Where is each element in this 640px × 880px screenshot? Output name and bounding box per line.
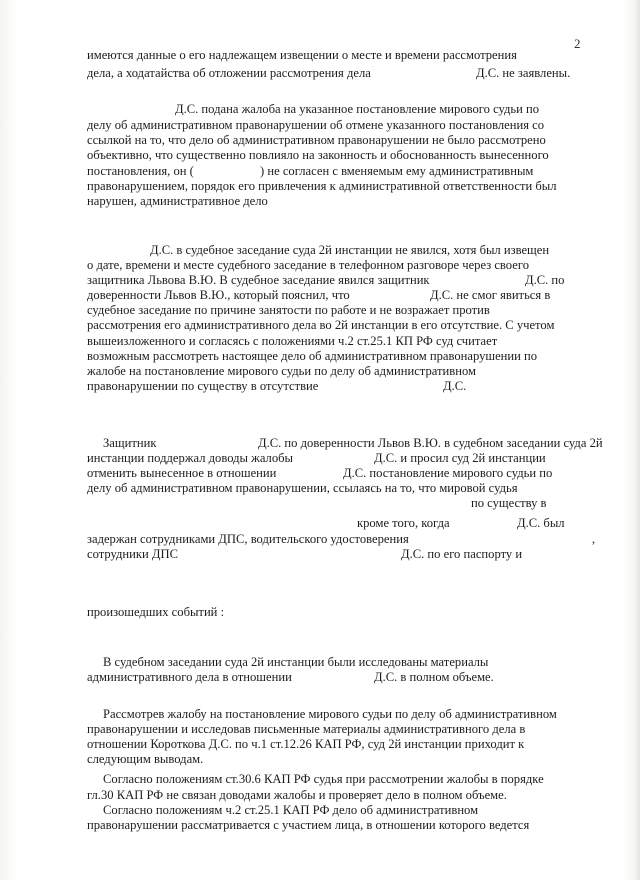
text-line: гл.30 КАП РФ не связан доводами жалобы и проверяет дело в полном объеме. [87,788,507,802]
text-line: жалобе на постановление мирового судьи по делу об административном [87,364,476,378]
text-line: кроме того, когда [357,516,450,530]
text-line: Д.С. и просил суд 2й инстанции [374,451,546,465]
text-line: делу об административном правонарушении, ссылаясь на то, что мировой судья [87,481,518,495]
text-line: делу об административном правонарушении об отмене указанного постановления со [87,118,545,132]
text-line: Д.С. не смог явиться в [430,288,551,302]
text-line: следующим выводам. [87,752,204,766]
text-line: Д.С. по доверенности Львов В.Ю. в судебном заседании суда 2й [258,436,603,450]
text-line: вышеизложенного и согласясь с положениями ч.2 ст.25.1 КП РФ суд считает [87,334,498,348]
text-line: о дате, времени и месте судебного заседание в телефонном разговоре через своего [87,258,529,272]
text-line: имеются данные о его надлежащем извещении о месте и времени рассмотрения [87,48,517,62]
text-line: по существу в [471,496,547,510]
text-line: правонарушении рассматривается с участием лица, в отношении которого ведется [87,818,530,832]
text-line: Д.С. подана жалоба на указанное постановление мирового судьи по [175,102,540,116]
text-line: постановления, он ( [87,164,194,178]
text-line: Рассмотрев жалобу на постановление мирового судьи по делу об административном [103,707,557,721]
text-line: защитника Львова В.Ю. В судебное заседание явился защитник [87,273,430,287]
text-line: правонарушении по существу в отсутствие [87,379,319,393]
text-line: административного дела в отношении [87,670,292,684]
text-line: отношении Короткова Д.С. по ч.1 ст.12.26 КАП РФ, суд 2й инстанции приходит к [87,737,525,751]
text-line: правонарушением, порядок его привлечения к административной ответственности был [87,179,557,193]
text-line: ) не согласен с вменяемым ему административным [260,164,534,178]
text-line: дела, а ходатайства об отложении рассмотрения дела [87,66,371,80]
text-line: рассмотрения его административного дела во 2й инстанции в его отсутствие. С учетом [87,318,555,332]
text-line: правонарушении и исследовав письменные материалы административного дела в [87,722,526,736]
text-line: нарушен, административное дело [87,194,268,208]
text-line: задержан сотрудниками ДПС, водительского удостоверения [87,532,409,546]
text-line: Д.С. по [525,273,565,287]
text-line: Д.С. в судебное заседание суда 2й инстанции не явился, хотя был извещен [150,243,550,257]
text-line: сотрудники ДПС [87,547,178,561]
text-line: Д.С. в полном объеме. [374,670,494,684]
text-line: Д.С. не заявлены. [476,66,571,80]
text-line: Д.С. постановление мирового судьи по [343,466,553,480]
text-line: произошедших событий : [87,605,225,619]
text-line: Д.С. был [517,516,565,530]
text-line: Д.С. [443,379,467,393]
text-line: Согласно положениям ч.2 ст.25.1 КАП РФ дело об административном [103,803,479,817]
scan-edge-shadow [634,0,640,880]
text-line: Согласно положениям ст.30.6 КАП РФ судья при рассмотрении жалобы в порядке [103,772,544,786]
text-line: возможным рассмотреть настоящее дело об административном правонарушении по [87,349,538,363]
text-line: объективно, что существенно повлияло на законность и обоснованность вынесенного [87,148,549,162]
text-line: Защитник [103,436,157,450]
text-line: , [592,532,596,546]
text-line: отменить вынесенное в отношении [87,466,277,480]
text-line: инстанции поддержал доводы жалобы [87,451,294,465]
text-line: доверенности Львов В.Ю., который пояснил, что [87,288,350,302]
page-number: 2 [574,36,581,51]
text-line: Д.С. по его паспорту и [401,547,523,561]
text-line: судебное заседание по причине занятости по работе и не возражает против [87,303,490,317]
text-line: ссылкой на то, что дело об административном правонарушении не было рассмотрено [87,133,546,147]
text-line: В судебном заседании суда 2й инстанции были исследованы материалы [103,655,489,669]
